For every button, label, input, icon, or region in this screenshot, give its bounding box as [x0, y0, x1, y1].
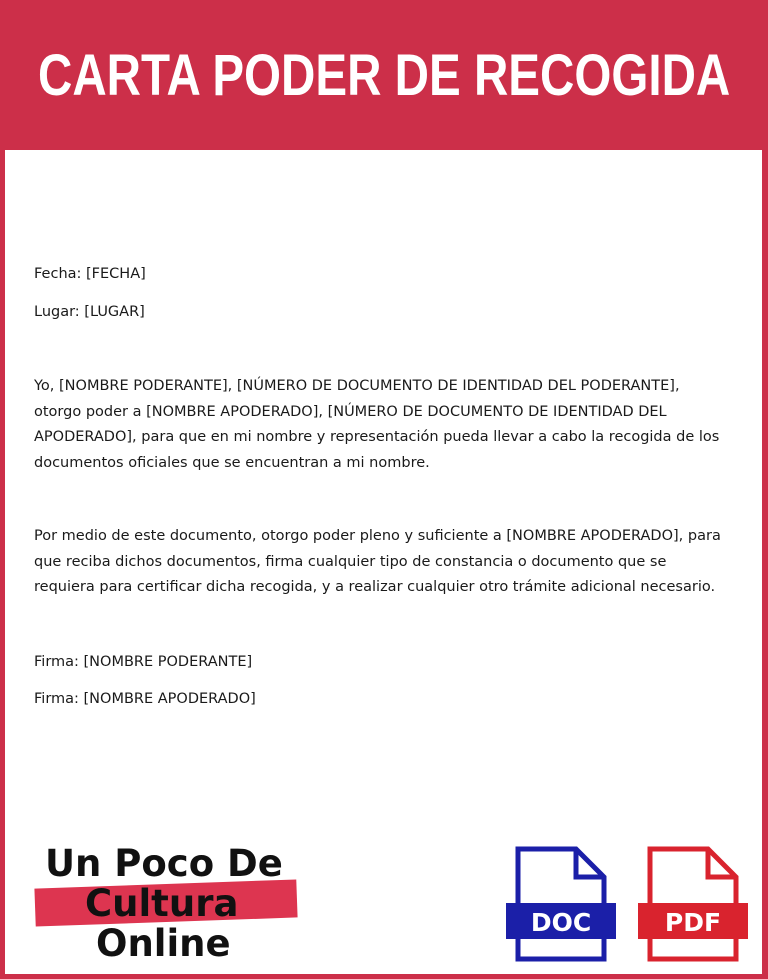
download-pdf-button[interactable]	[638, 845, 748, 963]
paragraph-1	[34, 374, 749, 476]
logo-line-3: Online	[96, 922, 231, 965]
pdf-label: PDF	[664, 908, 722, 937]
pdf-file-icon	[638, 845, 748, 963]
doc-label: DOC	[530, 908, 592, 937]
download-doc-button[interactable]	[506, 845, 616, 963]
document-sheet	[5, 150, 762, 974]
site-logo[interactable]	[35, 842, 305, 967]
doc-file-icon	[506, 845, 616, 963]
paragraph-1-line: Yo, [NOMBRE PODERANTE], [NÚMERO DE DOCUMENTO DE IDENTIDAD DEL PODERANTE],	[34, 378, 680, 394]
paragraph-1-line: otorgo poder a [NOMBRE APODERADO], [NÚMERO DE DOCUMENTO DE IDENTIDAD DEL	[34, 403, 667, 420]
paragraph-2-line: Por medio de este documento, otorgo poder pleno y suficiente a [NOMBRE APODERADO], para	[34, 528, 721, 544]
firma-apoderado-line: Firma: [NOMBRE APODERADO]	[34, 691, 256, 707]
letter-body	[34, 262, 749, 713]
header-banner	[0, 0, 768, 150]
paragraph-2	[34, 524, 749, 601]
paragraph-2-line: que reciba dichos documentos, firma cualquier tipo de constancia o documento que se	[34, 553, 667, 570]
paragraph-1-line: APODERADO], para que en mi nombre y representación pueda llevar a cabo la recogida de los	[34, 429, 720, 445]
fecha-line: Fecha: [FECHA]	[34, 266, 146, 282]
firma-poderante-line: Firma: [NOMBRE PODERANTE]	[34, 653, 253, 670]
logo-line-1: Un Poco De	[45, 842, 283, 885]
lugar-line: Lugar: [LUGAR]	[34, 303, 145, 320]
paragraph-2-line: requiera para certificar dicha recogida, y a realizar cualquier otro trámite adicional necesario.	[34, 579, 716, 595]
page-title: CARTA PODER DE RECOGIDA	[37, 42, 731, 108]
logo-line-2: Cultura	[85, 882, 239, 925]
paragraph-1-line: documentos oficiales que se encuentran a mi nombre.	[34, 454, 430, 471]
